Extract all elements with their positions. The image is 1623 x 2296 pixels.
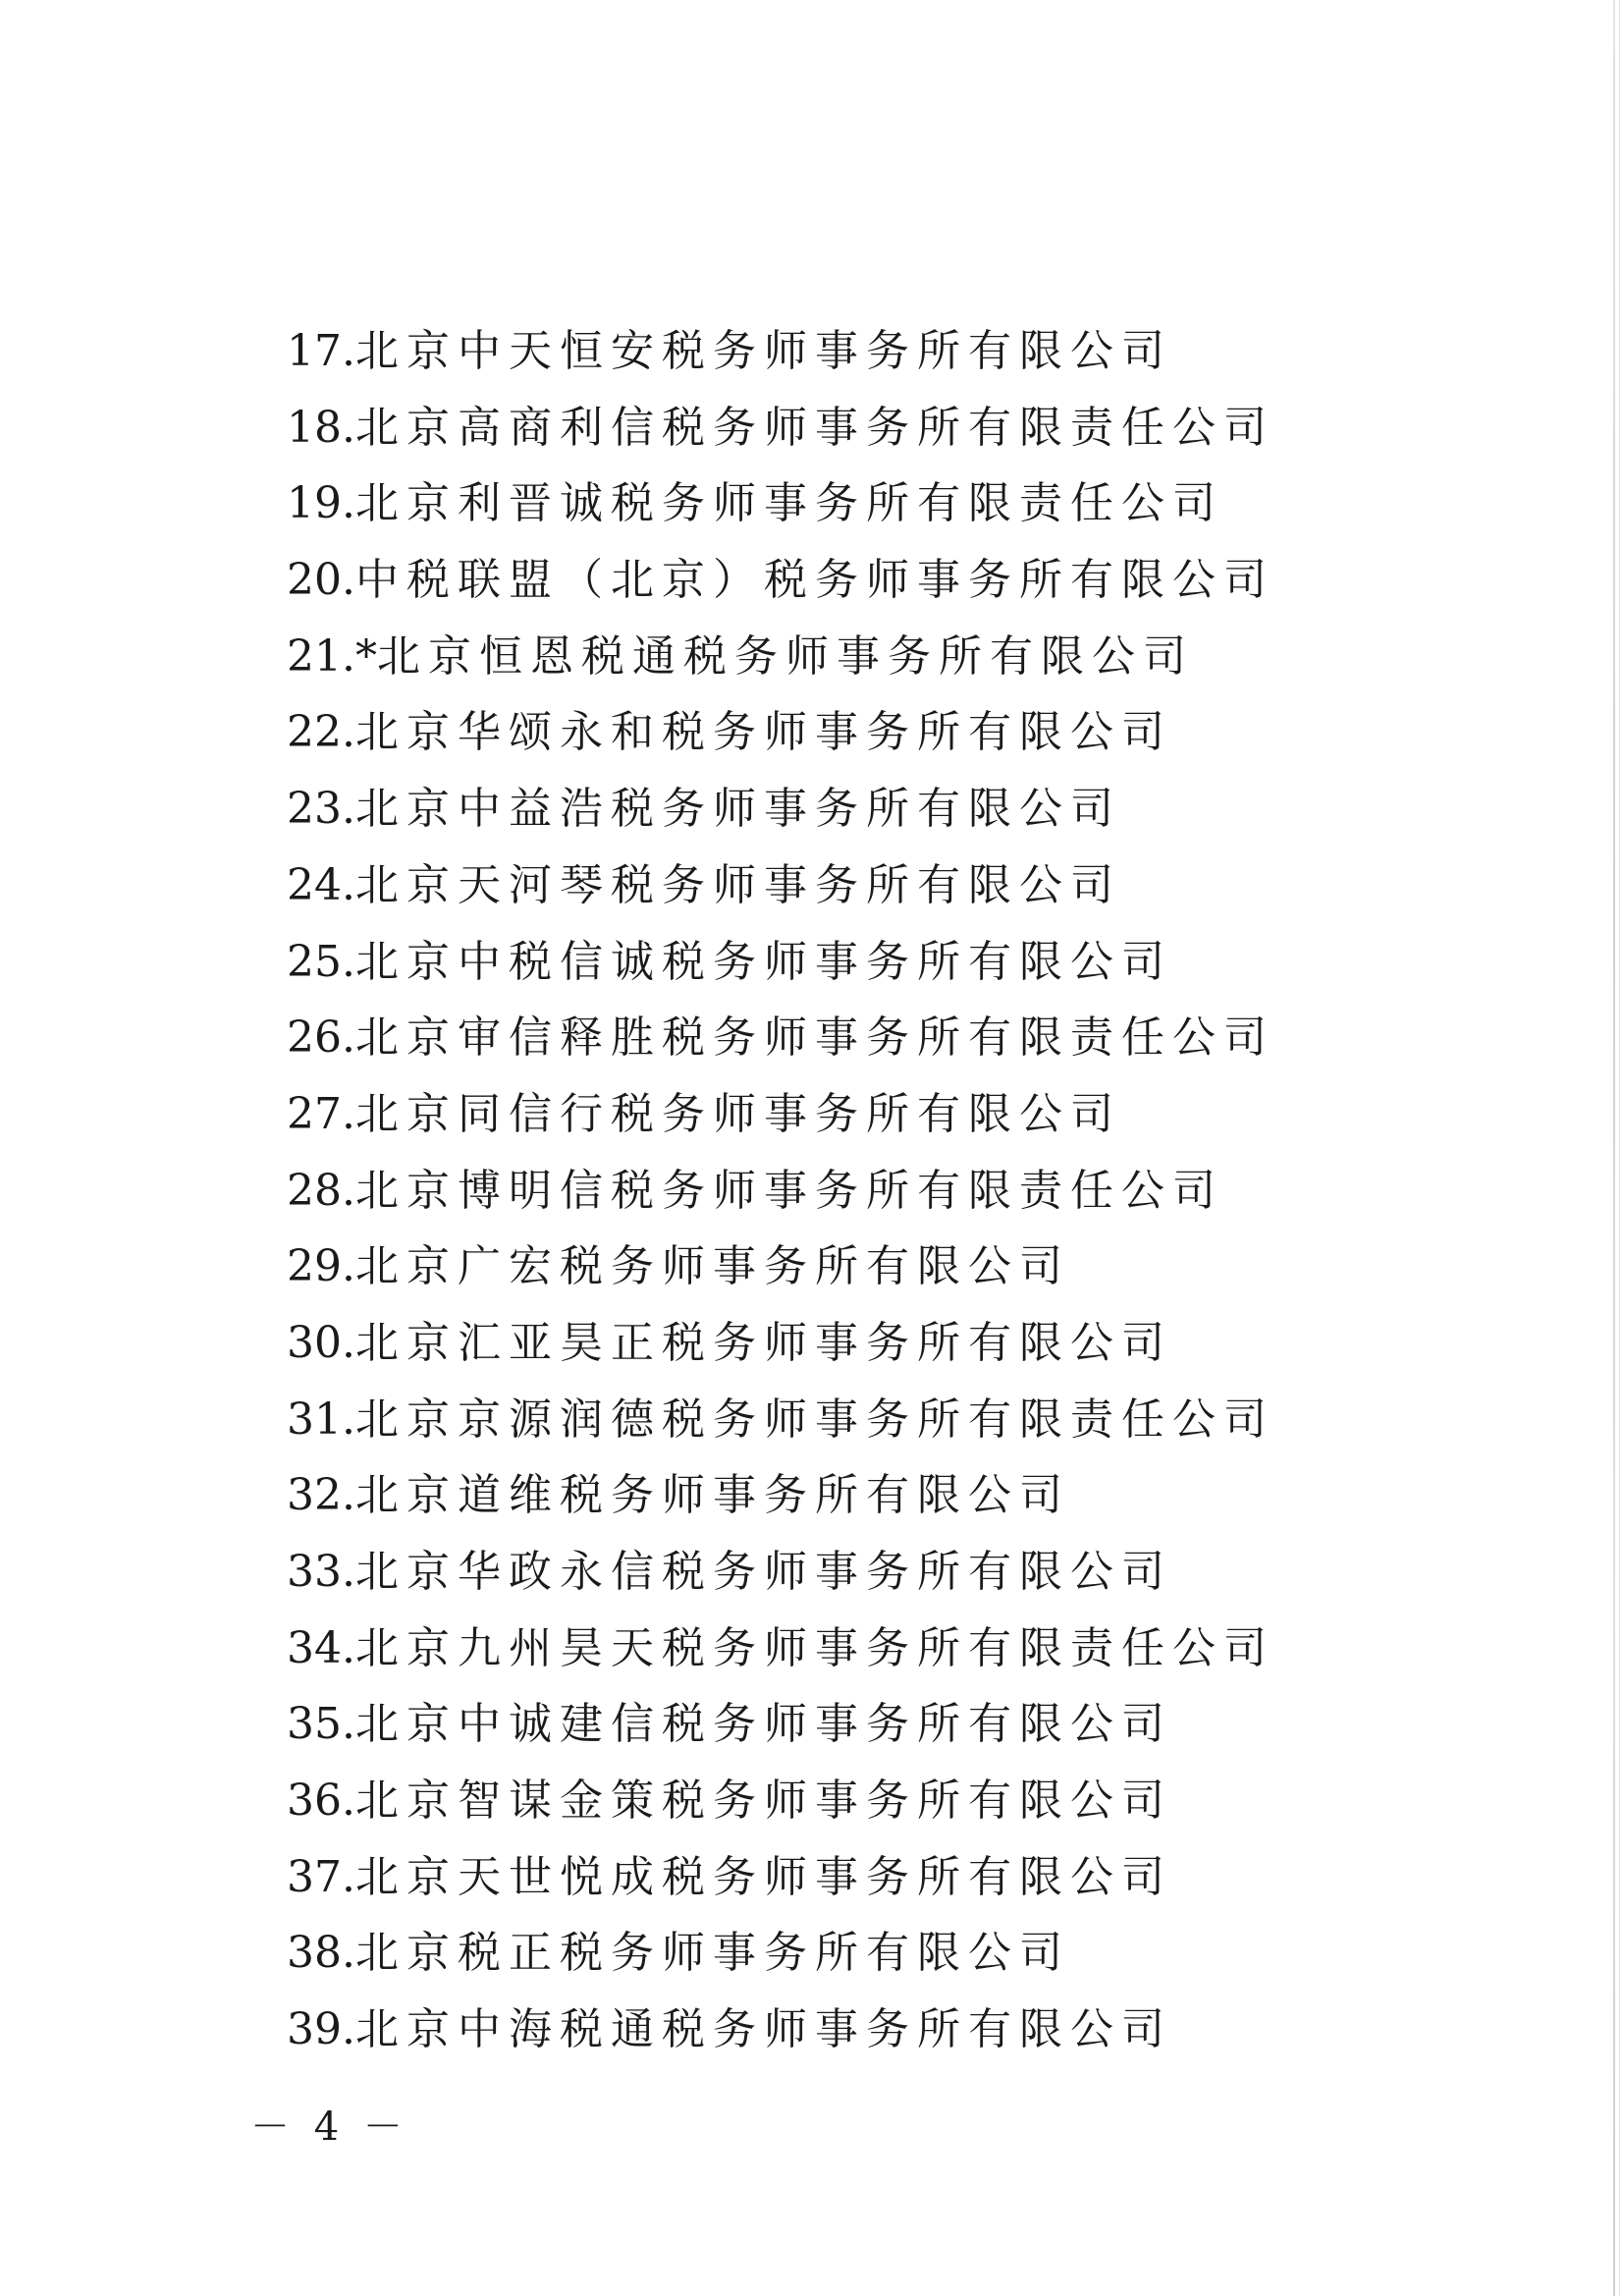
list-item: [287, 2000, 1274, 2077]
list-item-firm-name: 北京中税信诚税务师事务所有限公司: [354, 936, 1172, 987]
list-item: [287, 1314, 1274, 1391]
list-item-number: 27.: [287, 1088, 355, 1139]
list-item: [287, 1085, 1274, 1162]
list-item-firm-name: 北京道维税务师事务所有限公司: [354, 1470, 1070, 1521]
list-item: [287, 1848, 1274, 1925]
list-item-firm-name: 中税联盟（北京）税务师事务所有限公司: [354, 555, 1274, 606]
list-item-firm-name: 北京恒恩税通税务师事务所有限公司: [376, 630, 1194, 682]
list-item-number: 39.: [287, 2004, 355, 2055]
list-item-number: 20.: [287, 555, 355, 606]
list-item-firm-name: 北京九州昊天税务师事务所有限责任公司: [354, 1622, 1274, 1673]
list-item: [287, 856, 1274, 933]
list-item-firm-name: 北京智谋金策税务师事务所有限公司: [354, 1776, 1172, 1827]
list-item-number: 26.: [287, 1012, 355, 1064]
list-item-number: 34.: [287, 1622, 355, 1673]
list-item-firm-name: 北京广宏税务师事务所有限公司: [354, 1241, 1070, 1292]
list-item-number: 25.: [287, 936, 355, 987]
list-item: [287, 628, 1274, 704]
list-item-firm-name: 北京天河琴税务师事务所有限公司: [354, 859, 1121, 910]
list-item-number: 24.: [287, 859, 355, 910]
list-item-firm-name: 北京同信行税务师事务所有限公司: [354, 1088, 1121, 1139]
list-item-firm-name: 北京汇亚昊正税务师事务所有限公司: [354, 1317, 1172, 1368]
list-item: [287, 1924, 1274, 2000]
list-item-firm-name: 北京博明信税务师事务所有限责任公司: [354, 1165, 1223, 1216]
list-item: [287, 399, 1274, 475]
list-item-number: 28.: [287, 1165, 355, 1216]
list-item: [287, 322, 1274, 399]
list-item-number: 17.: [287, 326, 355, 376]
page-footer: [250, 2102, 408, 2153]
list-item-number: 38.: [287, 1928, 355, 1979]
list-item-firm-name: 北京天世悦成税务师事务所有限公司: [354, 1851, 1172, 1902]
list-item: [287, 703, 1274, 780]
list-item: [287, 1619, 1274, 1696]
list-item: [287, 1237, 1274, 1314]
list-item-number: 19.: [287, 478, 355, 529]
list-item-firm-name: 北京高商利信税务师事务所有限责任公司: [354, 402, 1274, 453]
list-item-number: 30.: [287, 1317, 355, 1368]
list-item: [287, 933, 1274, 1010]
list-item: [287, 1772, 1274, 1848]
list-item-firm-name: 北京京源润德税务师事务所有限责任公司: [354, 1394, 1274, 1445]
list-item-firm-name: 北京税正税务师事务所有限公司: [354, 1928, 1070, 1979]
list-item-number: 23.: [287, 784, 355, 835]
page-number-dash-right: －: [362, 2105, 408, 2150]
list-item: [287, 1162, 1274, 1238]
list-item: [287, 1695, 1274, 1772]
list-item-firm-name: 北京中天恒安税务师事务所有限公司: [354, 326, 1172, 376]
list-item-number: 31.: [287, 1394, 355, 1445]
list-item: [287, 1543, 1274, 1619]
list-item: [287, 474, 1274, 551]
list-item-firm-name: 北京中益浩税务师事务所有限公司: [354, 784, 1121, 835]
list-item-firm-name: 北京审信释胜税务师事务所有限责任公司: [354, 1012, 1274, 1064]
list-item: [287, 1391, 1274, 1467]
list-item-number: 35.: [287, 1699, 355, 1750]
list-item-number: 33.: [287, 1547, 355, 1597]
page-number-dash-left: －: [250, 2105, 296, 2150]
list-item-firm-name: 北京利晋诚税务师事务所有限责任公司: [354, 478, 1223, 529]
list-item-firm-name: 北京中海税通税务师事务所有限公司: [354, 2004, 1172, 2055]
list-item: [287, 1009, 1274, 1085]
page-number: 4: [313, 2105, 346, 2150]
list-item-firm-name: 北京华颂永和税务师事务所有限公司: [354, 707, 1172, 758]
list-item-number: 22.: [287, 707, 355, 758]
list-item: [287, 1466, 1274, 1543]
scan-edge-shadow: [1613, 0, 1615, 2296]
list-item: [287, 780, 1274, 856]
list-item-number: 37.: [287, 1851, 355, 1902]
firm-list: [287, 322, 1274, 2077]
list-item-number: 21.*: [287, 630, 377, 682]
scan-edge-line: [1619, 0, 1620, 2296]
list-item-number: 32.: [287, 1470, 355, 1521]
list-item-number: 36.: [287, 1776, 355, 1827]
list-item: [287, 551, 1274, 628]
list-item-number: 29.: [287, 1241, 355, 1292]
list-item-firm-name: 北京华政永信税务师事务所有限公司: [354, 1547, 1172, 1597]
list-item-firm-name: 北京中诚建信税务师事务所有限公司: [354, 1699, 1172, 1750]
list-item-number: 18.: [287, 402, 355, 453]
